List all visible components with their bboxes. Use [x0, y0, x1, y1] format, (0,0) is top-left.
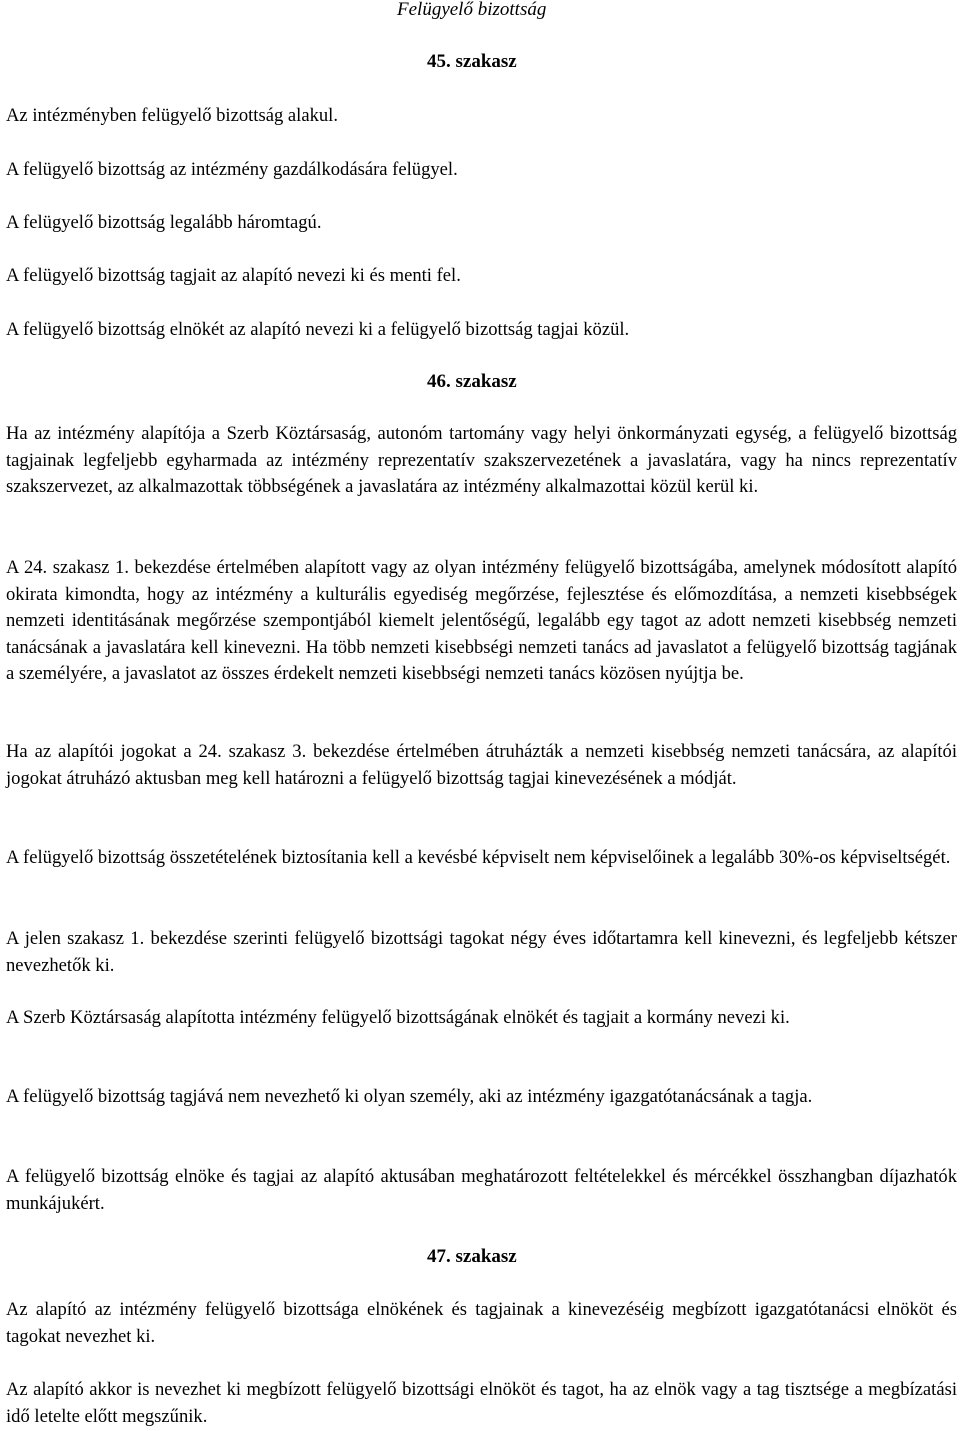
section-45-line: A felügyelő bizottság legalább háromtagú.: [6, 212, 322, 233]
section-45-line: A felügyelő bizottság elnökét az alapító nevezi ki a felügyelő bizottság tagjai közül.: [6, 319, 630, 340]
section-45-title: 45. szakasz: [427, 51, 517, 72]
section-46-paragraph: A felügyelő bizottság tagjává nem nevezhető ki olyan személy, aki az intézmény igazgatótanácsának a tagja.: [6, 1086, 813, 1107]
section-45-line: A felügyelő bizottság az intézmény gazdálkodására felügyel.: [6, 159, 458, 180]
section-46-paragraph: Ha az intézmény alapítója a Szerb Köztársaság, autonóm tartomány vagy helyi önkormányzati egység, a felügyelő bizottság tagjainak legfeljebb egyharmada az intézmény reprezentatív szakszervezetének a javaslatára, vagy ha nincs reprezentatív szakszervezet, az alkalmazottak többségének a javaslatára az intézmény alkalmazottai közül kerül ki.: [6, 423, 957, 498]
section-46-paragraph: A felügyelő bizottság elnöke és tagjai az alapító aktusában meghatározott feltételekkel és mércékkel összhangban díjazhatók munkájukért.: [6, 1166, 957, 1214]
section-47-title: 47. szakasz: [427, 1246, 517, 1267]
section-45-line: A felügyelő bizottság tagjait az alapító nevezi ki és menti fel.: [6, 265, 461, 286]
section-47-paragraph: Az alapító az intézmény felügyelő bizottsága elnökének és tagjainak a kinevezéséig megbízott igazgatótanácsi elnököt és tagokat nevezhet ki.: [6, 1299, 957, 1347]
section-46-title: 46. szakasz: [427, 371, 517, 392]
section-46-paragraph: A 24. szakasz 1. bekezdése értelmében alapított vagy az olyan intézmény felügyelő bizottságába, amelynek módosított alapító okirata kimondta, hogy az intézmény a kulturális egyediség megőrzése, fejlesztése és előmozdítása, a nemzeti kisebbségek nemzeti identitásának megőrzése szempontjából kiemelt jelentőségű, legalább egy tagot az adott nemzeti kisebbség nemzeti tanácsának a javaslatára kell kinevezni. Ha több nemzeti kisebbségi nemzeti tanács ad javaslatot a felügyelő bizottság tagjának a személyére, a javaslatot az összes érdekelt nemzeti kisebbségi nemzeti tanács közösen nyújtja be.: [6, 557, 957, 685]
chapter-subtitle: Felügyelő bizottság: [397, 0, 547, 20]
section-46-paragraph: A jelen szakasz 1. bekezdése szerinti felügyelő bizottsági tagokat négy éves időtartamra kell kinevezni, és legfeljebb kétszer nevezhetők ki.: [6, 928, 957, 976]
section-46-paragraph: A felügyelő bizottság összetételének biztosítania kell a kevésbé képviselt nem képviselőinek a legalább 30%-os képviseltségét.: [6, 847, 951, 868]
section-46-paragraph: A Szerb Köztársaság alapította intézmény felügyelő bizottságának elnökét és tagjait a kormány nevezi ki.: [6, 1007, 790, 1028]
section-46-paragraph: Ha az alapítói jogokat a 24. szakasz 3. bekezdése értelmében átruházták a nemzeti kisebbség nemzeti tanácsára, az alapítói jogokat átruházó aktusban meg kell határozni a felügyelő bizottság tagjai kinevezésének a módját.: [6, 741, 957, 789]
section-47-paragraph: Az alapító akkor is nevezhet ki megbízott felügyelő bizottsági elnököt és tagot, ha az elnök vagy a tag tisztsége a megbízatási idő letelte előtt megszűnik.: [6, 1379, 957, 1427]
section-45-line: Az intézményben felügyelő bizottság alakul.: [6, 105, 338, 126]
